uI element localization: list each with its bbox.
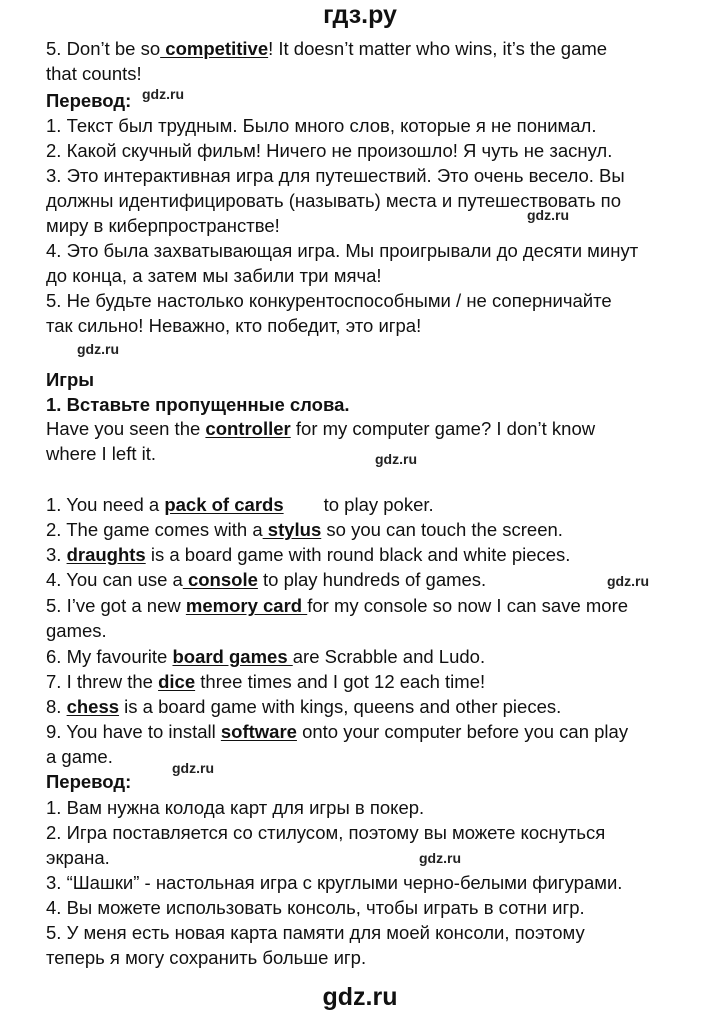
watermark: gdz.ru — [142, 86, 184, 102]
exercise-item-6: 6. My favourite board games are Scrabble and Ludo. — [46, 646, 486, 667]
exercise-item-9: 9. You have to install software onto your computer before you can play — [46, 721, 629, 742]
english-item-5-cont: that counts! — [46, 63, 142, 84]
exercise-item-3: 3. draughts is a board game with round black and white pieces. — [46, 544, 571, 565]
watermark: gdz.ru — [527, 207, 569, 223]
translation-line: 4. Это была захватывающая игра. Мы проигрывали до десяти минут — [46, 240, 639, 261]
exercise-item-9-cont: a game. — [46, 746, 113, 767]
translation-line: миру в киберпространстве! — [46, 215, 280, 236]
exercise-item-4: 4. You can use a console to play hundreds of games. — [46, 569, 487, 590]
exercise-item-5: 5. I’ve got a new memory card for my console so now I can save more — [46, 595, 629, 616]
english-item-5: 5. Don’t be so competitive! It doesn’t matter who wins, it’s the game — [46, 38, 608, 59]
answer-word: chess — [66, 696, 120, 717]
watermark: gdz.ru — [77, 341, 119, 357]
answer-word: console — [182, 569, 258, 590]
answer-word: stylus — [262, 519, 322, 540]
watermark: gdz.ru — [419, 850, 461, 866]
exercise-item-5-cont: games. — [46, 620, 107, 641]
translation-line: 1. Текст был трудным. Было много слов, которые я не понимал. — [46, 115, 597, 136]
translation-line: экрана. — [46, 847, 110, 868]
translation-line: 1. Вам нужна колода карт для игры в покер. — [46, 797, 425, 818]
translation-heading: Перевод: — [46, 771, 132, 792]
translation-line: должны идентифицировать (называть) места и путешествовать по — [46, 190, 621, 211]
answer-word: memory card — [185, 595, 308, 616]
exercise-item-7: 7. I threw the dice three times and I got 12 each time! — [46, 671, 486, 692]
translation-line: теперь я могу сохранить больше игр. — [46, 947, 367, 968]
answer-word: software — [220, 721, 297, 742]
section-title: Игры — [46, 369, 95, 390]
translation-line: 5. Не будьте настолько конкурентоспособными / не соперничайте — [46, 290, 612, 311]
answer-word: competitive — [160, 38, 269, 59]
site-footer: gdz.ru — [322, 983, 398, 1011]
watermark: gdz.ru — [172, 760, 214, 776]
answer-word: pack of cards — [164, 494, 284, 515]
answer-word: draughts — [66, 544, 146, 565]
watermark: gdz.ru — [607, 573, 649, 589]
exercise-item-8: 8. chess is a board game with kings, queens and other pieces. — [46, 696, 562, 717]
translation-line: 4. Вы можете использовать консоль, чтобы играть в сотни игр. — [46, 897, 585, 918]
watermark: gdz.ru — [375, 451, 417, 467]
translation-line: 3. Это интерактивная игра для путешествий. Это очень весело. Вы — [46, 165, 625, 186]
exercise-item-2: 2. The game comes with a stylus so you can touch the screen. — [46, 519, 563, 540]
translation-line: так сильно! Неважно, кто победит, это игра! — [46, 315, 422, 336]
answer-word: dice — [158, 671, 196, 692]
site-header: гдз.ру — [323, 1, 397, 29]
answer-word: board games — [172, 646, 293, 667]
translation-line: до конца, а затем мы забили три мяча! — [46, 265, 382, 286]
translation-line: 3. “Шашки” - настольная игра с круглыми черно-белыми фигурами. — [46, 872, 623, 893]
exercise-item-1: 1. You need a pack of cards to play poker. — [46, 494, 434, 515]
task-title: 1. Вставьте пропущенные слова. — [46, 394, 350, 415]
translation-line: 2. Какой скучный фильм! Ничего не произошло! Я чуть не заснул. — [46, 140, 613, 161]
example-line: Have you seen the controller for my computer game? I don’t know — [46, 418, 596, 439]
example-line-cont: where I left it. — [46, 443, 157, 464]
translation-line: 5. У меня есть новая карта памяти для моей консоли, поэтому — [46, 922, 585, 943]
translation-heading: Перевод: — [46, 90, 132, 111]
translation-line: 2. Игра поставляется со стилусом, поэтому вы можете коснуться — [46, 822, 606, 843]
answer-word: controller — [205, 418, 291, 439]
